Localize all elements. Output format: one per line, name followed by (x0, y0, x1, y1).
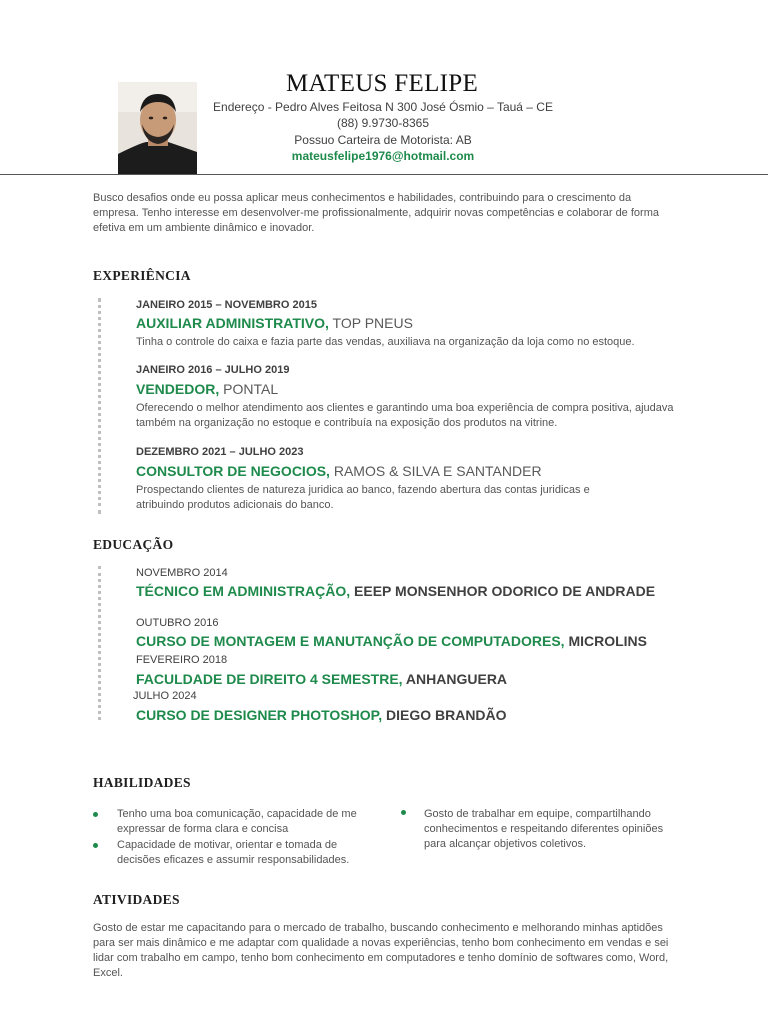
experience-timeline (98, 298, 101, 514)
company: RAMOS & SILVA E SANTANDER (329, 463, 542, 479)
education-heading: EDUCAÇÃO (93, 537, 174, 552)
course-title: CURSO DE MONTAGEM E MANUTANÇÃO DE COMPUTADORES, (136, 633, 565, 649)
experience-heading: EXPERIÊNCIA (93, 268, 191, 283)
education-date: JULHO 2024 (133, 690, 197, 702)
experience-description: Tinha o controle do caixa e fazia parte das vendas, auxiliava na organização da loja como no estoque. (136, 336, 635, 348)
experience-description: Prospectando clientes de natureza juridica ao banco, fazendo abertura das contas juridicas e atribuindo produtos adicionais do banco. (136, 484, 590, 511)
phone: (88) 9.9730-8365 (336, 116, 430, 130)
experience-role (136, 315, 413, 331)
job-title: AUXILIAR ADMINISTRATIVO, (136, 315, 329, 331)
course-title: FACULDADE DE DIREITO 4 SEMESTRE, (136, 671, 403, 687)
education-entry (136, 583, 655, 599)
course-title: TÉCNICO EM ADMINISTRAÇÃO, (136, 583, 351, 599)
activities-heading: ATIVIDADES (93, 892, 180, 907)
skill-item: Gosto de trabalhar em equipe, compartilhando conhecimentos e respeitando diferentes opiniões para alcançar objetivos coletivos. (424, 808, 664, 850)
candidate-name: MATEUS FELIPE (285, 70, 479, 97)
email-link[interactable]: mateusfelipe1976@hotmail.com (291, 149, 475, 163)
job-title: CONSULTOR DE NEGOCIOS, (136, 463, 330, 479)
experience-date: JANEIRO 2015 – NOVEMBRO 2015 (136, 299, 317, 311)
company: TOP PNEUS (328, 315, 413, 331)
skills-heading: HABILIDADES (93, 775, 191, 790)
skill-item: Tenho uma boa comunicação, capacidade de me expressar de forma clara e concisa (117, 808, 357, 835)
education-entry (136, 633, 647, 649)
education-entry (136, 707, 507, 723)
header-divider (0, 174, 768, 175)
experience-role (136, 381, 278, 397)
school: EEEP MONSENHOR ODORICO DE ANDRADE (350, 583, 656, 599)
bullet-icon (401, 810, 406, 815)
school: MICROLINS (564, 633, 648, 649)
bullet-icon (93, 812, 98, 817)
company: PONTAL (219, 381, 279, 397)
bullet-icon (93, 843, 98, 848)
activities-text: Gosto de estar me capacitando para o mercado de trabalho, buscando conhecimento e melhorando minhas aptidões para ser mais dinâmico e me adaptar com qualidade a novas experiências, tenho bom conhecimento em vendas e sei lidar com trabalho em campo, tenho bom conhecimento em computadores e tenho domínio de softwares como, Word, Excel. (93, 922, 669, 979)
experience-date: JANEIRO 2016 – JULHO 2019 (136, 364, 290, 376)
experience-date: DEZEMBRO 2021 – JULHO 2023 (136, 446, 304, 458)
driver-license: Possuo Carteira de Motorista: AB (294, 133, 472, 147)
education-date: OUTUBRO 2016 (136, 617, 219, 629)
education-entry (136, 671, 507, 687)
course-title: CURSO DE DESIGNER PHOTOSHOP, (136, 707, 383, 723)
school: ANHANGUERA (402, 671, 508, 687)
education-timeline (98, 566, 101, 720)
address: Endereço - Pedro Alves Feitosa N 300 José Ósmio – Tauá – CE (213, 100, 553, 114)
objective-text: Busco desafios onde eu possa aplicar meus conhecimentos e habilidades, contribuindo para o crescimento da empresa. Tenho interesse em desenvolver-me profissionalmente, adquirir novas competências e colaborar de forma efetiva em um ambiente dinâmico e inovador. (93, 192, 659, 234)
job-title: VENDEDOR, (136, 381, 220, 397)
experience-description: Oferecendo o melhor atendimento aos clientes e garantindo uma boa experiência de compra positiva, ajudava também na organização no estoque e contribuía na exposição dos produtos na vitrine. (136, 402, 674, 429)
school: DIEGO BRANDÃO (382, 707, 507, 723)
education-date: FEVEREIRO 2018 (136, 654, 228, 666)
education-date: NOVEMBRO 2014 (136, 567, 228, 579)
skill-item: Capacidade de motivar, orientar e tomada de decisões eficazes e assumir responsabilidades. (117, 839, 350, 866)
experience-role (136, 463, 542, 479)
